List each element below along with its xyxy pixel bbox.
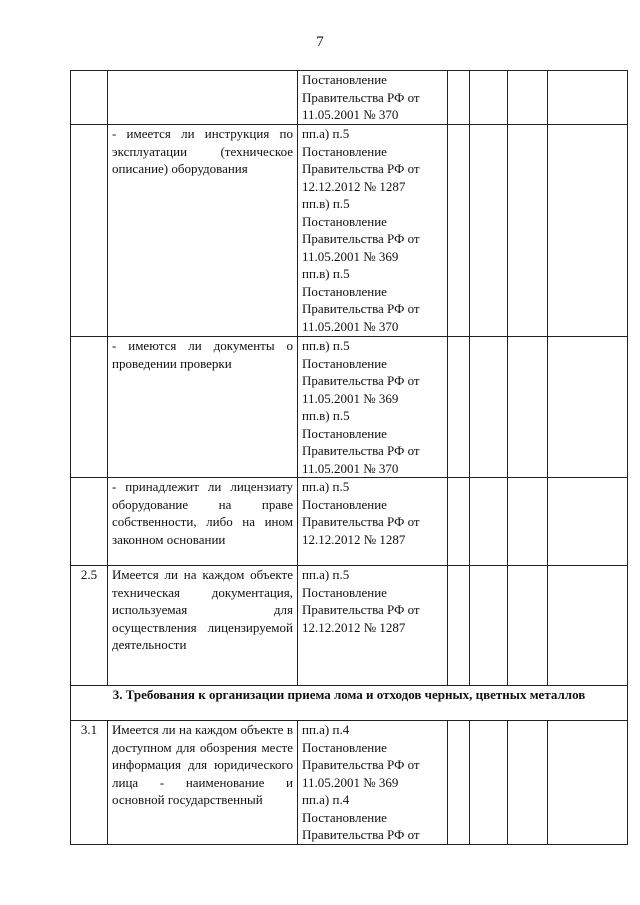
check-cell-na (508, 71, 548, 125)
legal-reference: пп.а) п.5 Постановление Правительства РФ от 12.12.2012 № 1287 (298, 478, 448, 566)
legal-reference: пп.а) п.4 Постановление Правительства РФ от 11.05.2001 № 369 пп.а) п.4 Постановление Правительства РФ от (298, 721, 448, 845)
legal-reference: Постановление Правительства РФ от 11.05.2001 № 370 (298, 71, 448, 125)
requirement-question: - имеются ли документы о проведении проверки (108, 337, 298, 478)
requirement-question (108, 71, 298, 125)
section-header-row (71, 686, 628, 721)
requirement-question: - имеется ли инструкция по эксплуатации (техническое описание) оборудования (108, 125, 298, 337)
requirement-question: - принадлежит ли лицензиату оборудование на праве собственности, либо на ином законном основании (108, 478, 298, 566)
check-cell-no (470, 337, 508, 478)
table-row (71, 566, 628, 686)
table-row (71, 71, 628, 125)
check-cell-na (508, 566, 548, 686)
check-cell-yes (448, 478, 470, 566)
notes-cell (548, 71, 628, 125)
check-cell-yes (448, 566, 470, 686)
notes-cell (548, 566, 628, 686)
notes-cell (548, 721, 628, 845)
table-row (71, 125, 628, 337)
check-cell-no (470, 721, 508, 845)
check-cell-yes (448, 71, 470, 125)
legal-reference: пп.а) п.5 Постановление Правительства РФ от 12.12.2012 № 1287 пп.в) п.5 Постановление Правительства РФ от 11.05.2001 № 369 пп.в) п.5 Постановление Правительства РФ от 11.05.2001 № 370 (298, 125, 448, 337)
table-row (71, 478, 628, 566)
page-number: 7 (316, 34, 324, 50)
check-cell-yes (448, 721, 470, 845)
requirement-question: Имеется ли на каждом объекте в доступном для обозрения месте информация для юридического лица - наименование и основной государственный (108, 721, 298, 845)
check-cell-no (470, 566, 508, 686)
notes-cell (548, 478, 628, 566)
check-cell-na (508, 125, 548, 337)
table-row (71, 337, 628, 478)
notes-cell (548, 337, 628, 478)
check-cell-na (508, 721, 548, 845)
check-cell-no (470, 478, 508, 566)
requirements-table (70, 70, 628, 845)
section-title: 3. Требования к организации приема лома и отходов черных, цветных металлов (71, 686, 628, 721)
table-row (71, 721, 628, 845)
check-cell-na (508, 337, 548, 478)
check-cell-yes (448, 125, 470, 337)
legal-reference: пп.в) п.5 Постановление Правительства РФ от 11.05.2001 № 369 пп.в) п.5 Постановление Правительства РФ от 11.05.2001 № 370 (298, 337, 448, 478)
row-number (71, 478, 108, 566)
notes-cell (548, 125, 628, 337)
check-cell-no (470, 125, 508, 337)
row-number: 2.5 (71, 566, 108, 686)
row-number (71, 71, 108, 125)
check-cell-no (470, 71, 508, 125)
check-cell-na (508, 478, 548, 566)
check-cell-yes (448, 337, 470, 478)
legal-reference: пп.а) п.5 Постановление Правительства РФ от 12.12.2012 № 1287 (298, 566, 448, 686)
row-number (71, 125, 108, 337)
requirement-question: Имеется ли на каждом объекте техническая документация, используемая для осуществления лицензируемой деятельности (108, 566, 298, 686)
row-number (71, 337, 108, 478)
row-number: 3.1 (71, 721, 108, 845)
